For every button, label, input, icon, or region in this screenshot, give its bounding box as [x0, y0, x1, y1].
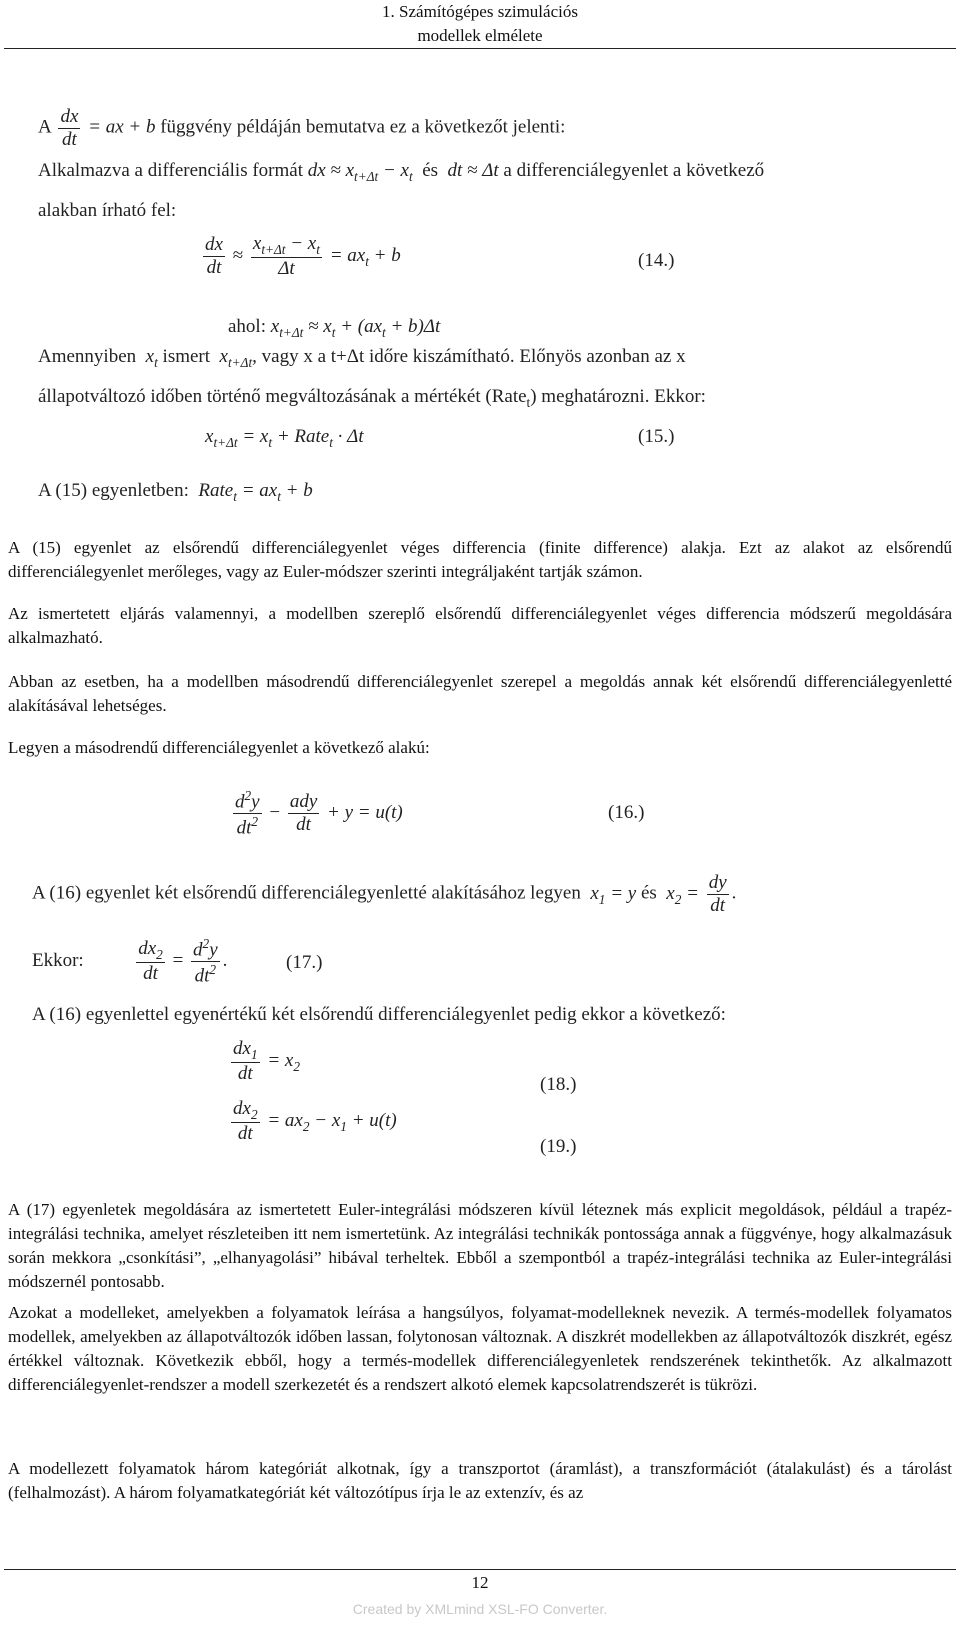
- equation-16: $\frac{d^2y}{dt^2}$ − $\frac{\text{ady}}{dt}$ + y = u(t): [235, 788, 403, 839]
- equation-15-number: (15.): [638, 426, 675, 447]
- equation-15: $x_{t+\Delta t} = x_t$ + Rate$_t$ · Δt: [205, 426, 364, 450]
- equation-image-2: $\frac{d^2y}{dt^2}$ − $\frac{\text{ady}}{dt}$ + y = u(t) (16.) A (16) egyenlet két elsőrendű differenciálegyenletté alakításához legyen $x_1 = y$ és $x_2$ = $\frac{dy}{dt}$ . Ekkor: $\frac{dx_2}{dt}$ = $\frac{d^2y}{dt^2}$ . (17.) A (16) egyenlettel egyenértékű két elsőrendű differenciálegyenlet pedig ekkor a következő: $\frac{dx_1}{dt}$ = $x_2$ (18.) $\frac{dx_2}{dt}$ = $ax_2 - x_1 + u(t)$ (19.): [32, 788, 737, 1157]
- equation-19: $\frac{dx_2}{dt}$ = $ax_2 - x_1 + u(t)$: [233, 1098, 397, 1145]
- paragraph-2: Az ismertetett eljárás valamennyi, a modellben szereplő elsőrendű differenciálegyenlet véges differencia módszerű megoldására alkalmazható.: [8, 604, 952, 647]
- equation-14-number: (14.): [638, 250, 675, 271]
- equation-19-number: (19.): [540, 1136, 577, 1157]
- paragraph-3: Abban az esetben, ha a modellben másodrendű differenciálegyenlet szerepel a megoldás annak két elsőrendű differenciálegyenletté alakításával lehetséges.: [8, 672, 952, 715]
- paragraph-5: A (17) egyenletek megoldására az ismertetett Euler-integrálási módszeren kívül léteznek más explicit megoldások, például a trapéz-integrálási technika, amelyet részleteiben itt nem ismertetünk. Az integrálási technikák pontossága annak a függvénye, hogy alkalmazásuk során mekkora „csonkítási”, „elhanyagolási” hibával terheltek. Ebből a szempontból a trapéz-integrálási technika az Euler-integrálási módszernél pontosabb.: [8, 1200, 952, 1291]
- equation-17-number: (17.): [286, 952, 323, 973]
- running-header: [4, 0, 956, 49]
- header-line-2: modellek elmélete: [417, 26, 543, 45]
- equation-16-number: (16.): [608, 802, 645, 823]
- equation-18-number: (18.): [540, 1074, 577, 1095]
- equivalence-line: A (16) egyenlettel egyenértékű két elsőrendű differenciálegyenlet pedig ekkor a következő:: [32, 1004, 726, 1025]
- footer-rule: [4, 1569, 956, 1570]
- page-number: 12: [471, 1573, 489, 1592]
- form-line: alakban írható fel:: [38, 200, 177, 221]
- paragraph-7: A modellezett folyamatok három kategóriát alkotnak, így a transzportot (áramlást), a transzformációt (átalakulást) és a tárolást (felhalmozást). A három folyamatkategóriát két változótípus írja le az extenzív, és az: [8, 1459, 952, 1502]
- paragraph-1: A (15) egyenlet az elsőrendű differenciálegyenlet véges differencia (finite difference) alakja. Ezt az alakot az elsőrendű differenciálegyenlet merőleges, vagy az Euler-módszer szerinti integráljaként tartják számon.: [8, 538, 952, 581]
- converter-credit: Created by XMLmind XSL-FO Converter.: [352, 1601, 608, 1617]
- paragraph-4: Legyen a másodrendű differenciálegyenlet a következő alakú:: [8, 738, 430, 757]
- equation-image-1: A $\frac{dx}{dt}$ = ax + b függvény példáján bemutatva ez a következőt jelenti: Alkalmazva a differenciális formát dx ≈ $x_{t+\Delta t} - x_t$ és dt ≈ Δt a differenciálegyenlet a következő alakban írható fel: $\frac{dx}{dt}$ ≈ $\frac{x_{t+\Delta t} - x_t}{\Delta t}$ = $ax_t + b$ (14.) ahol: $x_{t+\Delta t} \approx x_t + (ax_t + b)\Delta t$ Amennyiben $x_t$ ismert $x_{t+\Delta t}$, vagy x a t+Δt időre kiszámítható. Előnyös azonban az x állapotváltozó időben történő megváltozásának a mértékét (Rate$_t$) meghatározni. Ekkor: $x_{t+\Delta t} = x_t$ + Rate$_t$ · Δt (15.) A (15) egyenletben: Rate$_t$ = $ax_t + b$: [38, 106, 765, 504]
- paragraph-6: Azokat a modelleket, amelyekben a folyamatok leírása a hangsúlyos, folyamat-modelleknek nevezik. A termés-modellek folyamatos modellek, amelyekben az állapotváltozók időben lassan, folytonosan változnak. A diszkrét modellekben az állapotváltozók diszkrét, egész értékkel változnak. Következik ebből, hogy a termés-modellek differenciálegyenletek rendszerének tekinthetők. Az alkalmazott differenciálegyenlet-rendszer a modell szerkezetét és a rendszert alkotó elemek kapcsolatrendszerét is tükrözi.: [8, 1303, 952, 1394]
- equation-14: $\frac{dx}{dt}$ ≈ $\frac{x_{t+\Delta t} - x_t}{\Delta t}$ = $ax_t + b$: [205, 233, 401, 280]
- equation-18: $\frac{dx_1}{dt}$ = $x_2$: [233, 1038, 301, 1085]
- converter-link[interactable]: XMLmind XSL-FO Converter: [425, 1601, 604, 1617]
- header-line-1: 1. Számítógépes szimulációs: [382, 2, 578, 21]
